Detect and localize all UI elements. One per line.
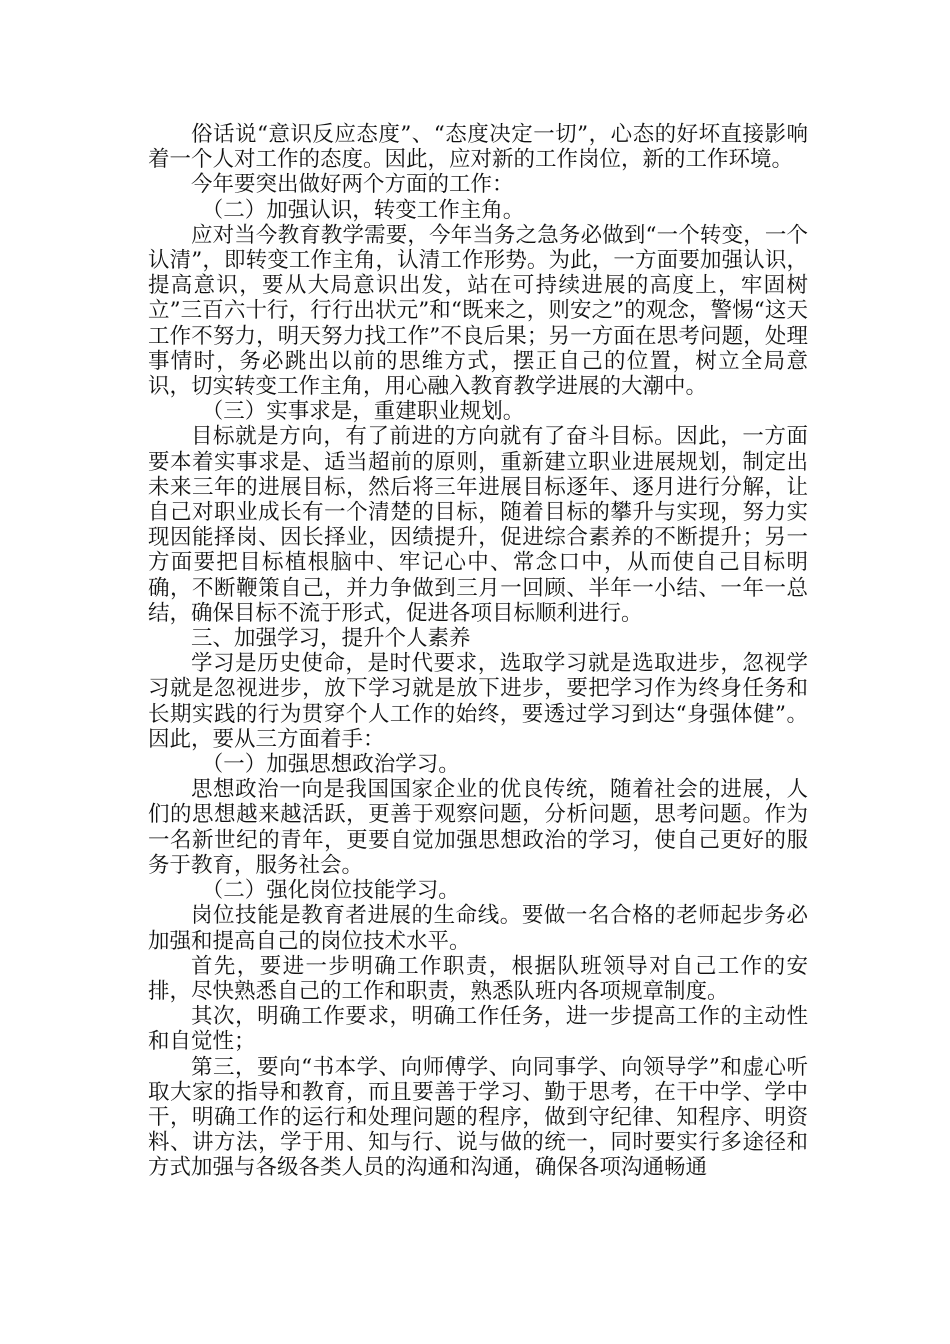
paragraph: 目标就是方向，有了前进的方向就有了奋斗目标。因此，一方面要本着实事求是、适当超前的原则，重新建立职业进展规划，制定出未来三年的进展目标，然后将三年进展目标逐年、逐月进行分解，让自己对职业成长有一个清楚的目标，随着目标的攀升与实现，努力实现因能择岗、因长择业，因绩提升，促进综合素养的不断提升；另一方面要把目标植根脑中、牢记心中、常念口中，从而使自己目标明确，不断鞭策自己，并力争做到三月一回顾、半年一小结、一年一总结，确保目标不流于形式，促进各项目标顺利进行。: [148, 424, 808, 626]
section-heading: 三、加强学习，提升个人素养: [191, 626, 471, 652]
paragraph: 岗位技能是教育者进展的生命线。要做一名合格的老师起步务必加强和提高自己的岗位技术水平。: [148, 903, 808, 954]
paragraph: 思想政治一向是我国国家企业的优良传统，随着社会的进展，人们的思想越来越活跃，更善于观察问题，分析问题，思考问题。作为一名新世纪的青年，更要自觉加强思想政治的学习，使自己更好的服务于教育，服务社会。: [148, 777, 808, 878]
paragraph: 学习是历史使命，是时代要求，选取学习就是选取进步，忽视学习就是忽视进步，放下学习就是放下进步，要把学习作为终身任务和长期实践的行为贯穿个人工作的始终，要透过学习到达“身强体健”。因此，要从三方面着手：: [148, 651, 808, 752]
subheading: （二）强化岗位技能学习。: [201, 878, 460, 904]
paragraph: 其次，明确工作要求，明确工作任务，进一步提高工作的主动性和自觉性；: [148, 1004, 808, 1055]
subheading: （三）实事求是，重建职业规划。: [201, 399, 525, 425]
subheading: （二）加强认识，转变工作主角。: [201, 197, 525, 223]
paragraph: 今年要突出做好两个方面的工作：: [191, 172, 514, 198]
paragraph: 俗话说“意识反应态度”、“态度决定一切”，心态的好坏直接影响着一个人对工作的态度。因此，应对新的工作岗位，新的工作环境。: [148, 122, 808, 173]
document-page: [148, 122, 808, 1181]
subheading: （一）加强思想政治学习。: [201, 752, 460, 778]
paragraph: 应对当今教育教学需要，今年当务之急务必做到“一个转变，一个认清”，即转变工作主角，认清工作形势。为此，一方面要加强认识，提高意识，要从大局意识出发，站在可持续进展的高度上，牢固树立”三百六十行，行行出状元”和“既来之，则安之”的观念，警惕“这天工作不努力，明天努力找工作”不良后果；另一方面在思考问题，处理事情时，务必跳出以前的思维方式，摆正自己的位置，树立全局意识，切实转变工作主角，用心融入教育教学进展的大潮中。: [148, 222, 808, 400]
paragraph: 首先，要进一步明确工作职责，根据队班领导对自己工作的安排，尽快熟悉自己的工作和职责，熟悉队班内各项规章制度。: [148, 953, 808, 1004]
paragraph: 第三，要向“书本学、向师傅学、向同事学、向领导学”和虚心听取大家的指导和教育，而且要善于学习、勤于思考，在干中学、学中干，明确工作的运行和处理问题的程序，做到守纪律、知程序、明资料、讲方法，学于用、知与行、说与做的统一，同时要实行多途径和方式加强与各级各类人员的沟通和沟通，确保各项沟通畅通: [148, 1054, 808, 1181]
